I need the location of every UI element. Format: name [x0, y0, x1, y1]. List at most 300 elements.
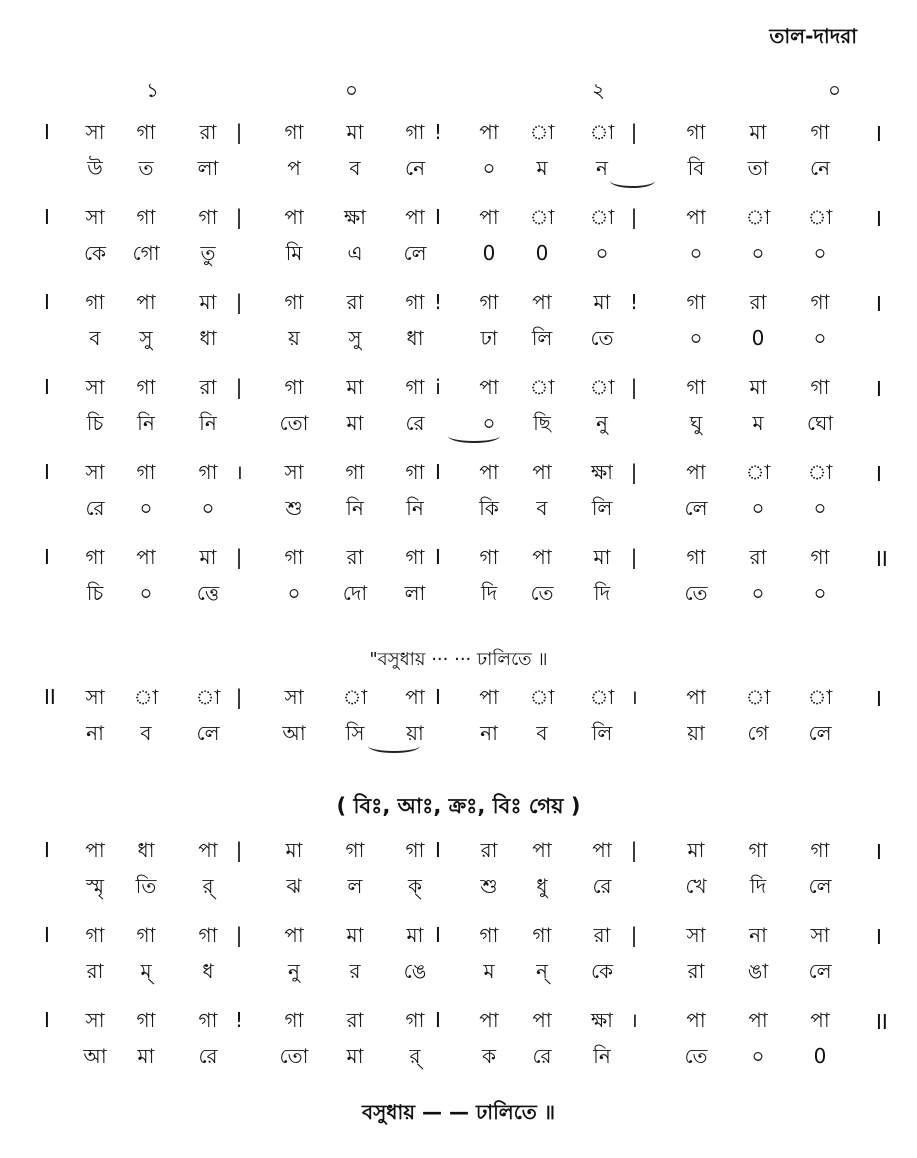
- lyric-syllable: না: [86, 721, 104, 745]
- swara-note: পা: [479, 120, 499, 144]
- notation-row: [0, 203, 917, 283]
- swara-note: গা: [345, 460, 365, 484]
- row-start-barline: I: [44, 290, 50, 314]
- swara-note: গা: [479, 923, 499, 947]
- lyric-syllable: লে: [684, 496, 708, 520]
- swara-note: পা: [810, 1008, 830, 1032]
- divider-barline: ।: [630, 1008, 638, 1032]
- lyric-syllable: ক: [482, 1044, 496, 1068]
- lyric-syllable: তু: [200, 241, 216, 265]
- lyric-syllable: চি: [86, 411, 104, 435]
- divider-barline: |: [235, 545, 243, 569]
- lyric-syllable: তে: [590, 326, 614, 350]
- lyric-syllable: সু: [139, 326, 153, 350]
- lyric-syllable: মি: [285, 241, 303, 265]
- swara-note: মা: [285, 838, 303, 862]
- lyric-syllable: এ: [347, 241, 363, 265]
- lyric-syllable: নু: [288, 959, 300, 983]
- swara-note: পা: [686, 205, 706, 229]
- lyric-syllable: নি: [406, 496, 424, 520]
- lyric-syllable: তে: [684, 581, 708, 605]
- swara-note: পা: [532, 460, 552, 484]
- swara-note: সা: [85, 205, 105, 229]
- notation-row: [0, 543, 917, 623]
- lyric-syllable: নি: [346, 496, 364, 520]
- swara-note: গা: [405, 838, 425, 862]
- swara-note: গা: [686, 545, 706, 569]
- row-start-barline: I: [44, 838, 50, 862]
- swara-note: ক্ষা: [590, 1008, 613, 1032]
- lyric-syllable: ০: [139, 581, 153, 605]
- lyric-syllable: ব: [349, 156, 361, 180]
- row-end-barline: I: [876, 462, 882, 486]
- lyric-syllable: র: [349, 959, 361, 983]
- swara-note: না: [749, 923, 767, 947]
- lyric-syllable: উ: [87, 156, 103, 180]
- divider-barline: I: [435, 838, 441, 862]
- divider-barline: |: [630, 205, 638, 229]
- lyric-syllable: রে: [405, 411, 425, 435]
- notation-row: [0, 836, 917, 916]
- swara-note: গা: [479, 290, 499, 314]
- swara-note: ক্ষা: [343, 205, 366, 229]
- swara-note: ক্ষা: [590, 460, 613, 484]
- swara-note: গা: [284, 545, 304, 569]
- lyric-syllable: নি: [593, 1044, 611, 1068]
- lyric-syllable: ০: [139, 496, 153, 520]
- note-text: বসুধায় — — ঢালিতে ॥: [361, 1100, 556, 1124]
- divider-barline: I: [435, 923, 441, 947]
- lyric-syllable: লে: [403, 241, 427, 265]
- lyric-syllable: ম্: [140, 959, 152, 983]
- lyric-syllable: ০: [751, 241, 765, 265]
- swara-note: গা: [284, 1008, 304, 1032]
- swara-note: া: [807, 205, 833, 229]
- divider-barline: ।: [235, 460, 243, 484]
- swara-note: গা: [405, 120, 425, 144]
- lyric-syllable: তা: [747, 156, 769, 180]
- swara-note: গা: [810, 838, 830, 862]
- row-end-barline: I: [876, 687, 882, 711]
- divider-barline: |: [235, 923, 243, 947]
- swara-note: গা: [479, 545, 499, 569]
- lyric-syllable: মা: [137, 1044, 155, 1068]
- notation-row: [0, 288, 917, 368]
- swara-note: গা: [810, 290, 830, 314]
- swara-note: গা: [405, 1008, 425, 1032]
- lyric-syllable: মা: [346, 411, 364, 435]
- row-start-barline: I: [44, 545, 50, 569]
- lyric-syllable: ০: [813, 241, 827, 265]
- lyric-syllable: ত: [138, 156, 154, 180]
- swara-note: গা: [405, 545, 425, 569]
- swara-note: া: [745, 460, 771, 484]
- swara-note: া: [745, 205, 771, 229]
- divider-barline: |: [630, 838, 638, 862]
- swara-note: গা: [136, 460, 156, 484]
- lyric-syllable: কে: [590, 959, 614, 983]
- notation-row: [0, 921, 917, 1001]
- divider-barline: |: [235, 205, 243, 229]
- lyric-syllable: সি: [345, 721, 365, 745]
- beat-marker: ০: [828, 78, 842, 102]
- swara-note: মা: [199, 545, 217, 569]
- swara-note: ধা: [137, 838, 155, 862]
- lyric-syllable: ০: [482, 411, 496, 435]
- swara-note: গা: [136, 205, 156, 229]
- divider-barline: |: [235, 120, 243, 144]
- swara-note: রা: [749, 290, 767, 314]
- swara-note: মা: [199, 290, 217, 314]
- swara-note: পা: [479, 205, 499, 229]
- lyric-syllable: দি: [749, 874, 767, 898]
- beat-marker: ২: [592, 78, 606, 102]
- swara-note: পা: [686, 460, 706, 484]
- row-start-barline: I: [44, 205, 50, 229]
- lyric-syllable: নে: [404, 156, 426, 180]
- lyric-syllable: ম: [483, 959, 495, 983]
- lyric-syllable: ০: [201, 496, 215, 520]
- lyric-syllable: তে: [530, 581, 554, 605]
- lyric-syllable: ব: [89, 326, 101, 350]
- swara-note: া: [589, 375, 615, 399]
- lyric-syllable: রা: [86, 959, 104, 983]
- divider-barline: |: [235, 290, 243, 314]
- swara-note: গা: [405, 460, 425, 484]
- swara-note: সা: [284, 460, 304, 484]
- beat-marker: ০: [345, 78, 359, 102]
- swara-note: পা: [405, 685, 425, 709]
- row-start-barline: I: [44, 120, 50, 144]
- lyric-syllable: ম: [752, 411, 764, 435]
- lyric-syllable: নু: [596, 411, 608, 435]
- lyric-syllable: রে: [592, 874, 612, 898]
- lyric-syllable: না: [480, 721, 498, 745]
- swara-note: গা: [85, 923, 105, 947]
- divider-barline: |: [235, 375, 243, 399]
- lyric-syllable: ঙা: [747, 959, 769, 983]
- swara-note: রা: [749, 545, 767, 569]
- lyric-syllable: 0: [482, 241, 496, 265]
- lyric-syllable: রে: [198, 1044, 218, 1068]
- swara-note: গা: [810, 120, 830, 144]
- swara-note: গা: [686, 375, 706, 399]
- divider-barline: !: [234, 1008, 244, 1032]
- lyric-syllable: ঝ: [286, 874, 302, 898]
- lyric-syllable: দি: [480, 581, 498, 605]
- row-start-barline: I: [44, 1008, 50, 1032]
- lyric-syllable: ছি: [533, 411, 551, 435]
- swara-note: পা: [686, 1008, 706, 1032]
- swara-note: পা: [532, 1008, 552, 1032]
- swara-note: া: [529, 375, 555, 399]
- swara-note: পা: [748, 1008, 768, 1032]
- swara-note: গা: [810, 545, 830, 569]
- swara-note: া: [529, 120, 555, 144]
- divider-barline: i: [435, 375, 441, 399]
- swara-note: গা: [85, 290, 105, 314]
- swara-note: গা: [198, 923, 218, 947]
- divider-barline: I: [435, 545, 441, 569]
- swara-note: গা: [405, 290, 425, 314]
- row-end-barline: II: [876, 547, 888, 571]
- lyric-syllable: দো: [342, 581, 368, 605]
- swara-note: গা: [686, 120, 706, 144]
- lyric-syllable: দি: [593, 581, 611, 605]
- lyric-syllable: রে: [532, 1044, 552, 1068]
- divider-barline: |: [630, 923, 638, 947]
- notation-row: [0, 118, 917, 198]
- lyric-syllable: ঘো: [806, 411, 834, 435]
- lyric-syllable: র্: [409, 1044, 421, 1068]
- swara-note: গা: [136, 120, 156, 144]
- swara-note: মা: [346, 923, 364, 947]
- swara-note: রা: [346, 1008, 364, 1032]
- lyric-syllable: লি: [591, 721, 613, 745]
- swara-note: গা: [405, 375, 425, 399]
- lyric-syllable: বি: [687, 156, 705, 180]
- lyric-syllable: ধা: [406, 326, 424, 350]
- lyric-syllable: ন্: [536, 959, 548, 983]
- lyric-syllable: ঘু: [689, 411, 703, 435]
- swara-note: সা: [810, 923, 830, 947]
- swara-note: া: [589, 205, 615, 229]
- notation-row: [0, 458, 917, 538]
- swara-note: া: [529, 685, 555, 709]
- swara-note: মা: [406, 923, 424, 947]
- lyric-syllable: কি: [479, 496, 499, 520]
- swara-note: পা: [136, 545, 156, 569]
- lyric-syllable: রে: [85, 496, 105, 520]
- row-end-barline: I: [876, 840, 882, 864]
- swara-note: পা: [479, 685, 499, 709]
- lyric-syllable: গো: [132, 241, 160, 265]
- swara-note: পা: [686, 685, 706, 709]
- swara-note: গা: [284, 120, 304, 144]
- swara-note: া: [807, 460, 833, 484]
- lyric-syllable: 0: [813, 1044, 827, 1068]
- swara-note: পা: [532, 545, 552, 569]
- swara-note: া: [133, 685, 159, 709]
- lyric-syllable: ন: [596, 156, 608, 180]
- swara-note: গা: [85, 545, 105, 569]
- divider-barline: I: [435, 205, 441, 229]
- lyric-syllable: ঙে: [403, 959, 427, 983]
- divider-barline: |: [630, 460, 638, 484]
- slur-curve: [368, 739, 420, 753]
- lyric-syllable: রা: [687, 959, 705, 983]
- swara-note: রা: [199, 375, 217, 399]
- swara-note: মা: [749, 120, 767, 144]
- row-end-barline: I: [876, 122, 882, 146]
- divider-barline: |: [235, 838, 243, 862]
- swara-note: পা: [198, 838, 218, 862]
- row-end-barline: I: [876, 925, 882, 949]
- lyric-syllable: ধা: [199, 326, 217, 350]
- lyric-syllable: ঢা: [480, 326, 498, 350]
- swara-note: পা: [136, 290, 156, 314]
- lyric-syllable: নি: [137, 411, 155, 435]
- swara-note: সা: [85, 375, 105, 399]
- swara-note: সা: [85, 1008, 105, 1032]
- swara-note: মা: [593, 545, 611, 569]
- swara-note: গা: [532, 923, 552, 947]
- divider-barline: ।: [630, 685, 638, 709]
- swara-note: রা: [346, 290, 364, 314]
- lyric-syllable: সু: [348, 326, 362, 350]
- divider-barline: !: [433, 120, 443, 144]
- lyric-syllable: ধু: [536, 874, 548, 898]
- lyric-syllable: নে: [809, 156, 831, 180]
- swara-note: া: [807, 685, 833, 709]
- swara-note: গা: [284, 375, 304, 399]
- lyric-syllable: মা: [346, 1044, 364, 1068]
- divider-barline: I: [435, 685, 441, 709]
- swara-note: পা: [532, 838, 552, 862]
- lyric-syllable: লে: [808, 721, 832, 745]
- lyric-syllable: ০: [689, 241, 703, 265]
- note-text: "বসুধায় ··· ··· ঢালিতে ॥: [369, 649, 548, 670]
- lyric-syllable: ০: [287, 581, 301, 605]
- swara-note: পা: [479, 375, 499, 399]
- swara-note: গা: [136, 1008, 156, 1032]
- row-end-barline: I: [876, 377, 882, 401]
- swara-note: পা: [592, 838, 612, 862]
- lyric-syllable: য়া: [406, 721, 424, 745]
- lyric-syllable: 0: [751, 326, 765, 350]
- divider-barline: |: [630, 120, 638, 144]
- swara-note: পা: [479, 1008, 499, 1032]
- lyric-syllable: আ: [282, 721, 306, 745]
- lyric-syllable: নি: [199, 411, 217, 435]
- swara-note: া: [529, 205, 555, 229]
- lyric-syllable: তো: [279, 411, 309, 435]
- lyric-syllable: ০: [751, 1044, 765, 1068]
- divider-barline: !: [433, 290, 443, 314]
- swara-note: গা: [136, 375, 156, 399]
- swara-note: া: [589, 685, 615, 709]
- swara-note: মা: [749, 375, 767, 399]
- lyric-syllable: ০: [751, 496, 765, 520]
- lyric-syllable: লে: [808, 874, 832, 898]
- lyric-syllable: ব: [536, 496, 548, 520]
- lyric-syllable: লি: [591, 496, 613, 520]
- lyric-syllable: ০: [689, 326, 703, 350]
- lyric-syllable: ০: [482, 156, 496, 180]
- swara-note: সা: [85, 685, 105, 709]
- lyric-syllable: আ: [83, 1044, 107, 1068]
- swara-note: া: [745, 685, 771, 709]
- swara-note: গা: [198, 205, 218, 229]
- lyric-syllable: শু: [285, 496, 303, 520]
- lyric-syllable: ক্: [408, 874, 422, 898]
- swara-note: পা: [405, 205, 425, 229]
- swara-note: রা: [346, 545, 364, 569]
- lyric-syllable: ব: [140, 721, 152, 745]
- swara-note: রা: [480, 838, 498, 862]
- lyric-syllable: তো: [279, 1044, 309, 1068]
- lyric-syllable: ০: [813, 581, 827, 605]
- swara-note: মা: [346, 375, 364, 399]
- lyric-syllable: গে: [747, 721, 769, 745]
- swara-note: সা: [686, 923, 706, 947]
- divider-barline: I: [435, 460, 441, 484]
- lyric-syllable: র্: [202, 874, 214, 898]
- lyric-syllable: তে: [684, 1044, 708, 1068]
- lyric-syllable: য়: [288, 326, 300, 350]
- swara-note: রা: [593, 923, 611, 947]
- swara-note: পা: [284, 923, 304, 947]
- notation-row: [0, 1006, 917, 1086]
- lyric-syllable: ০: [813, 326, 827, 350]
- swara-note: পা: [532, 290, 552, 314]
- swara-note: গা: [686, 290, 706, 314]
- row-end-barline: I: [876, 292, 882, 316]
- lyric-syllable: ০: [751, 581, 765, 605]
- lyric-syllable: ল: [347, 874, 363, 898]
- swara-note: গা: [345, 838, 365, 862]
- notation-row: [0, 373, 917, 453]
- swara-note: গা: [198, 1008, 218, 1032]
- lyric-syllable: ব: [536, 721, 548, 745]
- swara-note: া: [342, 685, 368, 709]
- row-start-barline: I: [44, 375, 50, 399]
- swara-note: পা: [85, 838, 105, 862]
- lyric-syllable: য়া: [687, 721, 705, 745]
- lyric-syllable: লে: [808, 959, 832, 983]
- performance-instruction: ( বিঃ, আঃ, ক্রঃ, বিঃ গেয় ): [336, 794, 581, 818]
- row-start-barline: I: [44, 923, 50, 947]
- swara-note: া: [195, 685, 221, 709]
- lyric-syllable: ০: [813, 496, 827, 520]
- row-start-barline: II: [44, 685, 56, 709]
- lyric-syllable: ধ: [202, 959, 214, 983]
- swara-note: গা: [198, 460, 218, 484]
- lyric-syllable: ০: [595, 241, 609, 265]
- swara-note: পা: [284, 205, 304, 229]
- divider-barline: I: [435, 1008, 441, 1032]
- swara-note: া: [589, 120, 615, 144]
- lyric-syllable: তি: [135, 874, 157, 898]
- lyric-syllable: কে: [83, 241, 107, 265]
- swara-note: মা: [687, 838, 705, 862]
- swara-note: গা: [810, 375, 830, 399]
- swara-note: সা: [85, 460, 105, 484]
- row-start-barline: I: [44, 460, 50, 484]
- slur-curve: [448, 429, 500, 443]
- swara-note: পা: [479, 460, 499, 484]
- lyric-syllable: স্মৃ: [85, 874, 105, 898]
- slur-curve: [610, 174, 655, 188]
- divider-barline: |: [630, 545, 638, 569]
- lyric-syllable: প: [287, 156, 301, 180]
- lyric-syllable: খে: [685, 874, 707, 898]
- lyric-syllable: লা: [404, 581, 426, 605]
- lyric-syllable: লি: [531, 326, 553, 350]
- lyric-syllable: ত্তে: [196, 581, 220, 605]
- swara-note: মা: [593, 290, 611, 314]
- row-end-barline: I: [876, 207, 882, 231]
- taal-label: তাল-দাদরা: [769, 24, 857, 48]
- divider-barline: !: [629, 290, 639, 314]
- divider-barline: |: [630, 375, 638, 399]
- swara-note: রা: [199, 120, 217, 144]
- swara-note: সা: [284, 685, 304, 709]
- lyric-syllable: শু: [480, 874, 498, 898]
- swara-note: মা: [346, 120, 364, 144]
- notation-row: [0, 683, 917, 763]
- lyric-syllable: লে: [196, 721, 220, 745]
